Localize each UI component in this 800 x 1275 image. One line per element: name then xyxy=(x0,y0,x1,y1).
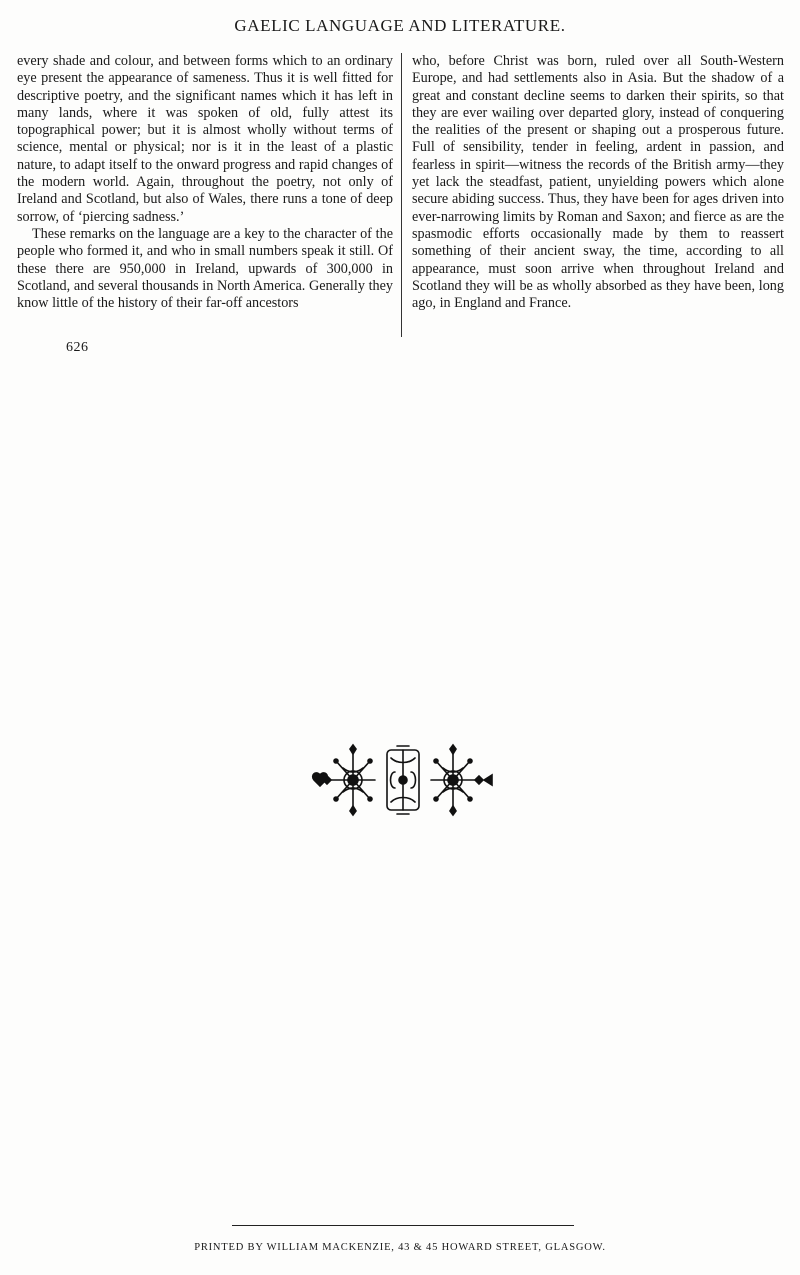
left-paragraph-1: every shade and colour, and between forms which to an ordinary eye present the appearance of sameness. Thus it is well fitted for descriptive poetry, and the significant names which it has left in many lands, where it was spoken of old, fully attest its topographical power; but it is almost wholly without terms of science, mental or physical; nor is it in the least of a plastic nature, to adapt itself to the onward progress and rapid changes of the modern world. Again, throughout the poetry, not only of Ireland and Scotland, but also of Wales, there runs a tone of deep sorrow, of ‘piercing sadness.’ xyxy=(17,53,393,225)
running-title: GAELIC LANGUAGE AND LITERATURE. xyxy=(234,16,566,35)
left-paragraph-2: These remarks on the language are a key to the character of the people who formed it, and who in small numbers speak it still. Of these there are 950,000 in Ireland, upwards of 300,000 in Scotland, and several thousands in North America. Generally they know little of the history of their far-off ancestors xyxy=(17,225,393,312)
right-paragraph-1: who, before Christ was born, ruled over all South-Western Europe, and had settlements also in Asia. But the shadow of a great and constant decline seems to darken their spirits, so that they are ever wailing over departed glory, instead of conquering the realities of the present or shaping out a prosperous future. Full of sensibility, tender in feeling, ardent in passion, and fearless in spirit—witness the records of the British army—they yet lack the steadfast, patient, unyielding powers which alone secure abiding success. Thus, they have been for ages driven into ever-narrowing limits by Roman and Saxon; and fierce as are the spasmodic efforts occasionally made by them to reassert something of their ancient sway, the time, according to all appearance, must soon arrive when throughout Ireland and Scotland they will be as wholly absorbed as they have been, long ago, in England and France. xyxy=(412,53,784,312)
footer-rule xyxy=(232,1225,574,1226)
page-number: 626 xyxy=(66,340,89,355)
printer-imprint: PRINTED BY WILLIAM MACKENZIE, 43 & 45 HOWARD STREET, GLASGOW. xyxy=(194,1242,606,1253)
right-column xyxy=(412,53,784,312)
decorative-tailpiece-icon xyxy=(308,742,498,818)
column-divider xyxy=(401,53,402,337)
left-column xyxy=(17,53,393,312)
